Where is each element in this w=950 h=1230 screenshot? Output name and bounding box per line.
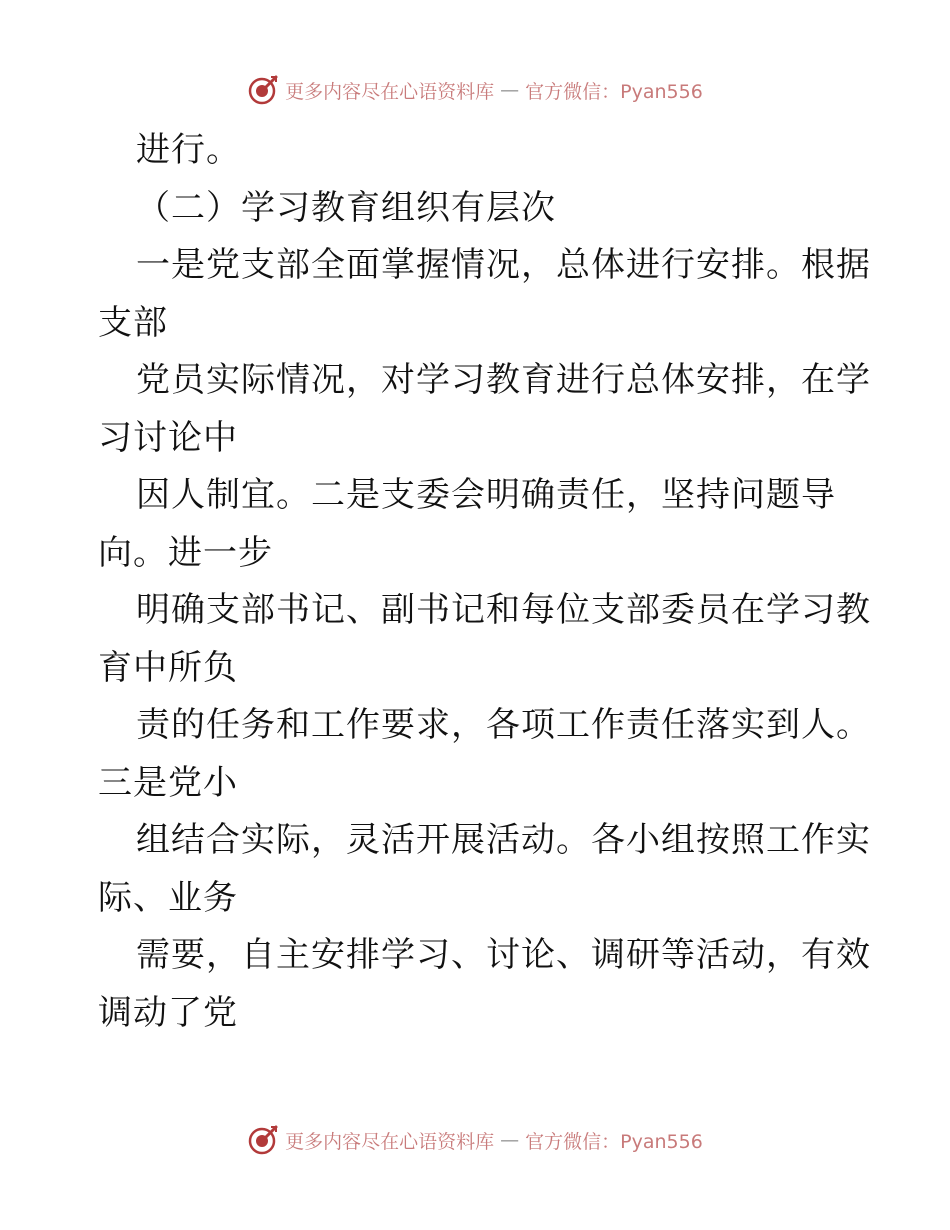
body-line: 因人制宜。二是支委会明确责任，坚持问题导 bbox=[136, 475, 836, 515]
watermark-site-text: 更多内容尽在心语资料库 bbox=[285, 1130, 495, 1153]
body-line: 习讨论中 bbox=[98, 417, 238, 458]
body-line: 调动了党 bbox=[98, 992, 238, 1033]
body-line: 三是党小 bbox=[98, 762, 238, 803]
watermark-site-text: 更多内容尽在心语资料库 bbox=[285, 80, 495, 103]
body-line: 支部 bbox=[98, 302, 168, 343]
logo-icon bbox=[247, 1124, 279, 1156]
watermark-separator: — bbox=[500, 1129, 520, 1151]
body-line: 一是党支部全面掌握情况，总体进行安排。根据 bbox=[136, 245, 871, 285]
body-line: 组结合实际，灵活开展活动。各小组按照工作实 bbox=[136, 820, 871, 860]
body-line: 明确支部书记、副书记和每位支部委员在学习教 bbox=[136, 590, 871, 630]
watermark-separator: — bbox=[500, 79, 520, 101]
body-line: 际、业务 bbox=[98, 877, 238, 918]
body-line: 责的任务和工作要求，各项工作责任落实到人。 bbox=[136, 705, 871, 745]
body-line: 进行。 bbox=[136, 130, 241, 170]
body-line: 党员实际情况，对学习教育进行总体安排，在学 bbox=[136, 360, 871, 400]
watermark-wechat-text: 官方微信：Pyan556 bbox=[525, 80, 703, 103]
body-line: 育中所负 bbox=[98, 647, 238, 688]
document-body bbox=[98, 122, 871, 1042]
section-heading: （二）学习教育组织有层次 bbox=[136, 187, 556, 228]
logo-icon bbox=[247, 74, 279, 106]
body-line: 需要，自主安排学习、讨论、调研等活动，有效 bbox=[136, 935, 871, 975]
watermark-wechat-text: 官方微信：Pyan556 bbox=[525, 1130, 703, 1153]
body-line: 向。进一步 bbox=[98, 532, 273, 573]
header-watermark bbox=[0, 70, 950, 110]
footer-watermark bbox=[0, 1120, 950, 1160]
